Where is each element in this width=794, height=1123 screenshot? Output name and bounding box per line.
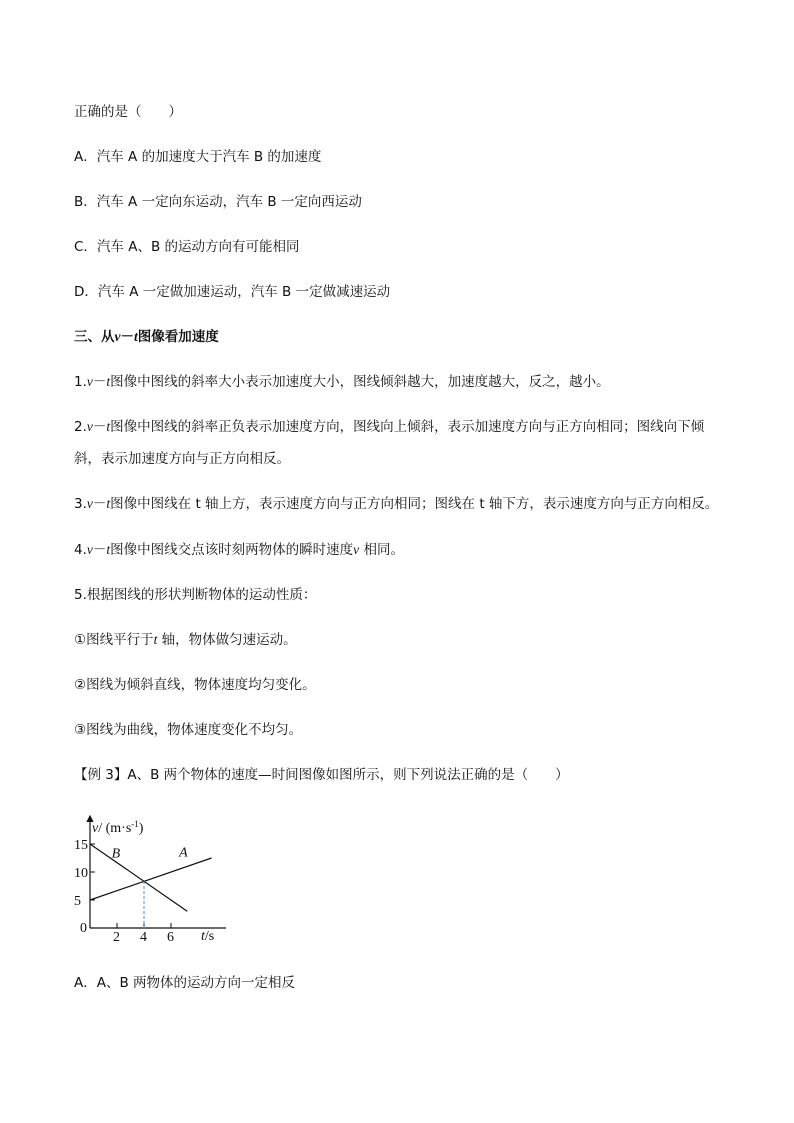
option-b: B．汽车 A 一定向东运动，汽车 B 一定向西运动 <box>74 194 362 210</box>
origin-label: 0 <box>80 921 87 936</box>
series-line-a <box>90 858 212 900</box>
y-tick-label: 5 <box>74 894 81 909</box>
x-tick-label: 4 <box>140 930 147 945</box>
series-line-b <box>90 844 187 911</box>
y-tick-label: 10 <box>74 866 88 881</box>
x-tick-label: 6 <box>167 930 174 945</box>
sub-point-3: ③图线为曲线，物体速度变化不均匀。 <box>74 722 303 738</box>
point-5: 5.根据图线的形状判断物体的运动性质： <box>74 587 317 603</box>
example-3-option-a: A．A、B 两物体的运动方向一定相反 <box>74 975 296 991</box>
option-c: C．汽车 A、B 的运动方向有可能相同 <box>74 239 300 255</box>
option-a: A．汽车 A 的加速度大于汽车 B 的加速度 <box>74 149 322 165</box>
series-label-b: B <box>111 846 121 862</box>
example-3-question: 【例 3】A、B 两个物体的速度—时间图像如图所示，则下列说法正确的是（ ） <box>74 767 569 783</box>
point-4: 4.v－t图像中图线交点该时刻两物体的瞬时速度v 相同。 <box>74 542 404 558</box>
point-3: 3.v－t图像中图线在 t 轴上方，表示速度方向与正方向相同；图线在 t 轴下方，表示速度方向与正方向相反。 <box>74 496 719 512</box>
point-2-line-2: 斜，表示加速度方向与正方向相反。 <box>74 451 290 467</box>
sub-point-1: ①图线平行于t 轴，物体做匀速运动。 <box>74 632 297 648</box>
series-label-a: A <box>179 845 188 861</box>
point-2-line-1: 2.v－t图像中图线的斜率正负表示加速度方向，图线向上倾斜，表示加速度方向与正方向相同；图线向下倾 <box>74 419 705 435</box>
point-1: 1.v－t图像中图线的斜率大小表示加速度大小，图线倾斜越大，加速度越大，反之，越小。 <box>74 374 610 390</box>
x-axis-label: t/s <box>201 929 215 944</box>
velocity-time-chart <box>70 808 230 948</box>
sub-point-2: ②图线为倾斜直线，物体速度均匀变化。 <box>74 677 316 693</box>
y-tick-label: 15 <box>74 838 88 853</box>
x-tick-label: 2 <box>113 930 120 945</box>
question-tail: 正确的是（ ） <box>74 104 182 120</box>
option-d: D．汽车 A 一定做加速运动，汽车 B 一定做减速运动 <box>74 284 391 300</box>
section-heading: 三、从v－t图像看加速度 <box>74 329 219 345</box>
y-axis-label: v/ $(m\cdot s^{-1})$ <box>92 819 144 836</box>
